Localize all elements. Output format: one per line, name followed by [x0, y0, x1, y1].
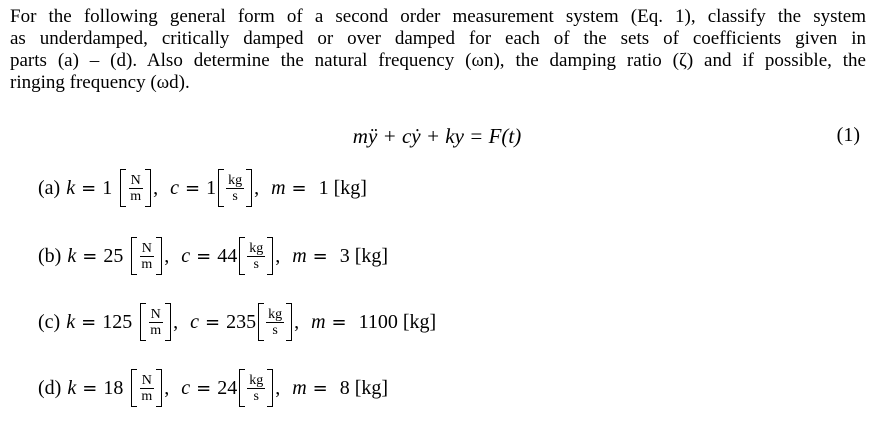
comma: ,	[164, 376, 170, 399]
unit-numerator: N	[141, 372, 152, 388]
problem-line-3: parts (a) – (d). Also determine the natural frequency (ωn), the damping ratio (ζ) and if possible, the	[10, 50, 866, 71]
part-label: (c)	[38, 310, 61, 333]
equals-sign: =	[81, 311, 97, 333]
unit-denominator: s	[272, 322, 278, 338]
unit-denominator: s	[253, 388, 259, 404]
unit-denominator: s	[253, 256, 259, 272]
m-value: 3 [kg]	[339, 244, 389, 267]
unit-numerator: kg	[249, 372, 264, 388]
equals-sign: =	[82, 245, 98, 267]
comma: ,	[254, 176, 260, 199]
m-symbol: m	[271, 176, 286, 199]
part-b	[38, 236, 388, 276]
governing-equation	[0, 124, 874, 149]
part-label: (b)	[38, 244, 62, 267]
equation-text: mÿ + cẏ + ky = F(t)	[352, 124, 522, 148]
comma: ,	[173, 310, 179, 333]
equals-sign: =	[184, 177, 201, 199]
unit-numerator: N	[130, 172, 141, 188]
c-value: 235	[226, 310, 257, 333]
part-label: (a)	[38, 176, 61, 199]
k-value: 1	[102, 176, 113, 199]
m-value: 1100 [kg]	[358, 310, 437, 333]
c-symbol: c	[181, 244, 191, 267]
unit-denominator: m	[141, 256, 153, 272]
c-unit	[239, 369, 273, 407]
equals-sign: =	[204, 311, 221, 333]
part-d	[38, 368, 388, 408]
c-value: 24	[217, 376, 238, 399]
unit-denominator: m	[130, 188, 142, 204]
part-c	[38, 302, 436, 342]
comma: ,	[275, 376, 281, 399]
equals-sign: =	[82, 377, 98, 399]
equals-sign: =	[196, 377, 212, 399]
unit-numerator: N	[150, 306, 161, 322]
c-unit	[258, 303, 292, 341]
unit-numerator: kg	[228, 172, 243, 188]
m-symbol: m	[292, 376, 307, 399]
comma: ,	[164, 244, 170, 267]
unit-denominator: m	[150, 322, 162, 338]
equals-sign: =	[291, 177, 307, 199]
unit-numerator: kg	[249, 240, 264, 256]
comma: ,	[294, 310, 300, 333]
k-value: 125	[102, 310, 133, 333]
comma: ,	[275, 244, 281, 267]
k-symbol: k	[66, 310, 76, 333]
c-symbol: c	[181, 376, 191, 399]
k-value: 18	[103, 376, 124, 399]
k-symbol: k	[66, 176, 76, 199]
unit-numerator: kg	[268, 306, 283, 322]
c-unit	[218, 169, 252, 207]
equals-sign: =	[331, 311, 347, 333]
comma: ,	[153, 176, 159, 199]
part-label: (d)	[38, 376, 62, 399]
problem-line-2: as underdamped, critically damped or over damped for each of the sets of coefficients given in	[10, 28, 866, 49]
k-unit	[140, 303, 171, 341]
equals-sign: =	[196, 245, 212, 267]
unit-denominator: s	[232, 188, 238, 204]
problem-line-4: ringing frequency (ωd).	[10, 72, 190, 93]
k-value: 25	[103, 244, 124, 267]
part-a	[38, 168, 367, 208]
m-symbol: m	[311, 310, 326, 333]
equals-sign: =	[312, 245, 328, 267]
c-symbol: c	[190, 310, 199, 333]
unit-numerator: N	[141, 240, 152, 256]
unit-denominator: m	[141, 388, 153, 404]
equation-number: (1)	[836, 124, 860, 146]
c-unit	[239, 237, 273, 275]
k-symbol: k	[67, 376, 77, 399]
k-unit	[131, 369, 162, 407]
m-value: 1 [kg]	[318, 176, 367, 199]
k-unit	[120, 169, 151, 207]
k-unit	[131, 237, 162, 275]
c-value: 1	[206, 176, 217, 199]
equals-sign: =	[81, 177, 97, 199]
c-symbol: c	[170, 176, 179, 199]
c-value: 44	[217, 244, 238, 267]
problem-line-1: For the following general form of a second order measurement system (Eq. 1), classify the system	[10, 6, 866, 27]
equals-sign: =	[312, 377, 328, 399]
m-value: 8 [kg]	[339, 376, 389, 399]
m-symbol: m	[292, 244, 307, 267]
problem-statement	[10, 6, 866, 94]
k-symbol: k	[67, 244, 77, 267]
